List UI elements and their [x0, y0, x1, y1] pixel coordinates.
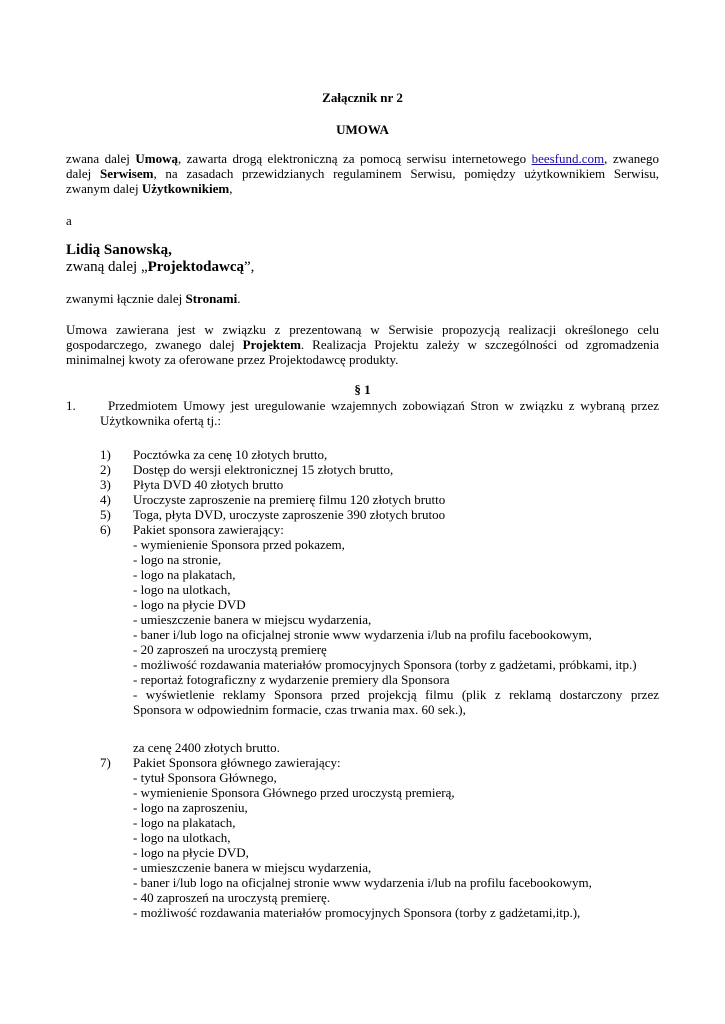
main-sponsor-item: - logo na zaproszeniu, [133, 800, 248, 815]
clause-line-2: Użytkownika ofertą tj.: [100, 413, 221, 428]
sponsor-package-item: Sponsora w odpowiednim formacie, czas trwania max. 60 sek.), [133, 702, 466, 717]
item-number: 6) [100, 522, 111, 537]
intro-line-2: dalej Serwisem, na zasadach przewidzianych regulaminem Serwisu, pomiędzy użytkownikiem Serwisu, [66, 166, 659, 181]
offer-item: Dostęp do wersji elektronicznej 15 złotych brutto, [133, 462, 394, 477]
main-sponsor-item: - tytuł Sponsora Głównego, [133, 770, 277, 785]
main-sponsor-item: - baner i/lub logo na oficjalnej stronie www wydarzenia i/lub na profilu facebookowym, [133, 875, 592, 890]
main-sponsor-item: - umieszczenie banera w miejscu wydarzenia, [133, 860, 372, 875]
main-sponsor-item: - logo na plakatach, [133, 815, 236, 830]
beesfund-link[interactable]: beesfund.com [531, 151, 605, 166]
sponsor-package-item: - możliwość rozdawania materiałów promocyjnych Sponsora (torby z gadżetami, próbkami, itp.) [133, 657, 637, 672]
sponsor-package-item: - logo na stronie, [133, 552, 222, 567]
offer-item: Toga, płyta DVD, uroczyste zaproszenie 390 złotych brutoo [133, 507, 446, 522]
sponsor-package-item: - logo na ulotkach, [133, 582, 231, 597]
section-heading: § 1 [354, 382, 371, 397]
party-name: Lidią Sanowską, [66, 242, 172, 258]
main-sponsor-item: - wymienienie Sponsora Głównego przed uroczystą premierą, [133, 785, 455, 800]
context-line-2: gospodarczego, zwanego dalej Projektem. Realizacja Projektu zależy w szczególności od zgromadzenia [66, 337, 659, 352]
item-number: 4) [100, 492, 111, 507]
sponsor-package-item: - umieszczenie banera w miejscu wydarzenia, [133, 612, 372, 627]
sponsor-package-item: - logo na płycie DVD [133, 597, 246, 612]
parties-together: zwanymi łącznie dalej Stronami. [66, 291, 241, 306]
main-sponsor-item: - logo na płycie DVD, [133, 845, 249, 860]
offer-item: Pocztówka za cenę 10 złotych brutto, [133, 447, 328, 462]
sponsor-package-item: - reportaż fotograficzny z wydarzenie premiery dla Sponsora [133, 672, 450, 687]
offer-item: Uroczyste zaproszenie na premierę filmu 120 złotych brutto [133, 492, 446, 507]
sponsor-package-item: - baner i/lub logo na oficjalnej stronie www wydarzenia i/lub na profilu facebookowym, [133, 627, 592, 642]
sponsor-package-item: - logo na plakatach, [133, 567, 236, 582]
clause-line-1: Przedmiotem Umowy jest uregulowanie wzajemnych zobowiązań Stron w związku z wybraną przez [108, 398, 659, 413]
main-sponsor-item: - 40 zaproszeń na uroczystą premierę. [133, 890, 331, 905]
offer-item: Pakiet sponsora zawierający: [133, 522, 284, 537]
clause-number: 1. [66, 398, 76, 413]
intro-line-1: zwana dalej Umową, zawarta drogą elektroniczną za pomocą serwisu internetowego beesfund.com, zwanego [66, 151, 660, 166]
offer-item: Płyta DVD 40 złotych brutto [133, 477, 284, 492]
item-number: 1) [100, 447, 111, 462]
sponsor-package-item: - wymienienie Sponsora przed pokazem, [133, 537, 345, 552]
annex-title: Załącznik nr 2 [322, 90, 403, 105]
party-role: zwaną dalej „Projektodawcą”, [66, 259, 255, 275]
sponsor-package-item: - wyświetlenie reklamy Sponsora przed projekcją filmu (plik z reklamą dostarczony przez [133, 687, 659, 702]
main-sponsor-item: - możliwość rozdawania materiałów promocyjnych Sponsora (torby z gadżetami,itp.), [133, 905, 581, 920]
context-line-1: Umowa zawierana jest w związku z prezentowaną w Serwisie propozycją realizacji określonego celu [66, 322, 659, 337]
sponsor-price: za cenę 2400 złotych brutto. [133, 740, 280, 755]
sponsor-package-item: - 20 zaproszeń na uroczystą premierę [133, 642, 327, 657]
item-number: 5) [100, 507, 111, 522]
intro-line-3: zwanym dalej Użytkownikiem, [66, 181, 233, 196]
contract-title: UMOWA [336, 122, 389, 137]
item-number: 2) [100, 462, 111, 477]
main-sponsor-title: Pakiet Sponsora głównego zawierający: [133, 755, 341, 770]
main-sponsor-item: - logo na ulotkach, [133, 830, 231, 845]
context-line-3: minimalnej kwoty za oferowane przez Projektodawcę produkty. [66, 352, 399, 367]
item-number: 7) [100, 755, 111, 770]
conjunction-a: a [66, 213, 72, 228]
item-number: 3) [100, 477, 111, 492]
